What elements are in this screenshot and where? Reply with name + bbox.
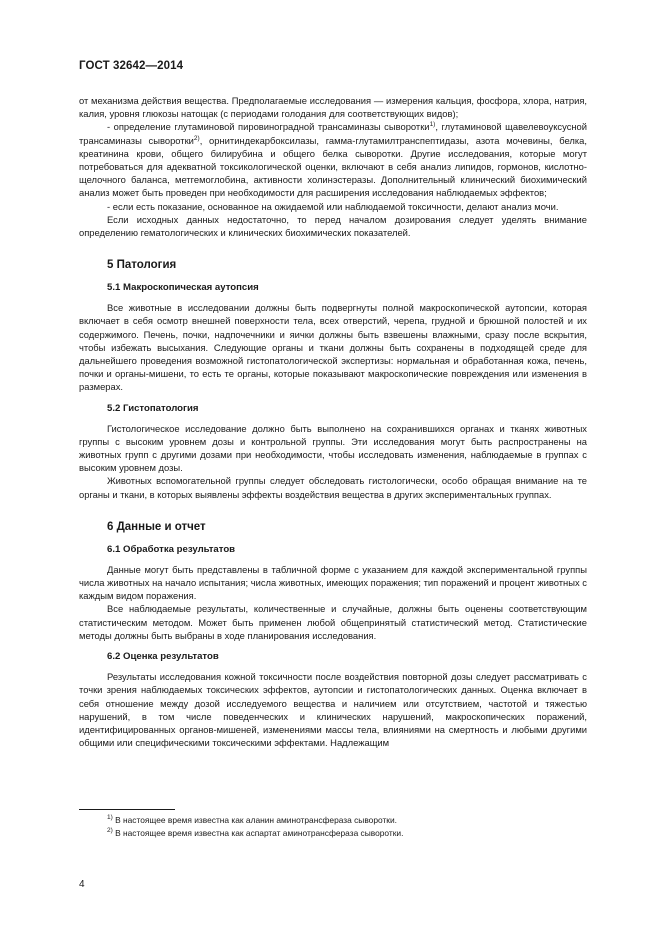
footnotes xyxy=(107,814,587,840)
section-5-heading: 5 Патология xyxy=(107,259,177,272)
paragraph-5-2-1: Гистологическое исследование должно быть выполнено на сохранившихся органах и тканях животных группы с высоким уровнем дозы и контрольной группы. Эти исследования могут быть распространены на животных групп с другими дозами при необходимости, чтобы исследовать изменения, наблюдаемые в группах с высоким уровнем дозы. xyxy=(79,422,587,474)
paragraph-6-2-1: Результаты исследования кожной токсичности после воздействия повторной дозы следует рассматривать с точки зрения наблюдаемых токсических эффектов, аутопсии и гистопатологических данных. Оценка включает в себя отношение между дозой исследуемого вещества и наличием или отсутствием, частотой и тяжестью нарушений, в том числе поведенческих и клинических нарушений, макроскопических поражений, идентифицированных органов-мишеней, изменениями массы тела, влияниями на смертность и любыми другими общими или специфическими токсическими эффектами. Надлежащим xyxy=(79,671,587,749)
intro-2-part-b: , глутаминовой щавелевоуксусной трансаминазы сыворотки xyxy=(79,121,588,146)
footnote-2 xyxy=(107,827,587,840)
paragraph-intro-2 xyxy=(79,120,587,199)
paragraph-intro-4: Если исходных данных недостаточно, то перед началом дозирования следует уделять внимание определению гематологических и клинических биохимических показателей. xyxy=(79,213,587,239)
intro-2-part-c: , орнитиндекарбоксилазы, гамма-глутамилтранспептидазы, азота мочевины, белка, креатинина крови, общего билирубина и общего белка сыворотки. Другие исследования, которые могут потребоваться для адекватной токсикологической оценки, включают в себя анализ липидов, гормонов, кислотно-щелочного баланса, метгемоглобина, активности холинэстеразы. Дополнительный клинический биохимический анализ может быть проведен при необходимости для расширения исследования наблюдаемых эффектов; xyxy=(79,134,587,199)
footnote-1 xyxy=(107,814,587,827)
footnote-1-mark: 1) xyxy=(107,814,113,822)
footnote-1-text: В настоящее время известна как аланин аминотрансфераза сыворотки. xyxy=(115,815,397,825)
page-number: 4 xyxy=(79,879,85,890)
section-5-2-heading: 5.2 Гистопатология xyxy=(107,402,199,414)
section-6-1-heading: 6.1 Обработка результатов xyxy=(107,543,236,555)
paragraph-6-1-1: Данные могут быть представлены в табличной форме с указанием для каждой экспериментальной группы числа животных на начало испытания; числа животных, имеющих поражения; тип поражений и процент животных с каждым видом поражения. xyxy=(79,563,587,602)
paragraph-5-2-2: Животных вспомогательной группы следует обследовать гистологически, особо обращая внимание на те органы и ткани, в которых выявлены эффекты воздействия вещества в других экспериментальных группах. xyxy=(79,475,587,500)
paragraph-5-1: Все животные в исследовании должны быть подвергнуты полной макроскопической аутопсии, которая включает в себя осмотр внешней поверхности тела, всех отверстий, черепа, грудной и брюшной полостей и их содержимого. Печень, почки, надпочечники и яички должны быть взвешены влажными, сразу после вскрытия, чтобы избежать высыхания. Следующие органы и ткани должны быть сохранены в подходящей среде для дальнейшего проведения возможной гистопатологической экспертизы: нормальная и обработанная кожа, печень, почки и органы-мишени, то есть те органы, которые показывают макроскопические повреждения или изменения в размерах. xyxy=(79,302,587,393)
paragraph-intro-1: от механизма действия вещества. Предполагаемые исследования — измерения кальция, фосфора, хлора, натрия, калия, уровня глюкозы натощак (с периодами голодания для соответствующих видов); xyxy=(79,95,587,120)
paragraph-intro-3: - если есть показание, основанное на ожидаемой или наблюдаемой токсичности, делают анализ мочи. xyxy=(107,200,559,212)
paragraph-6-1-2: Все наблюдаемые результаты, количественные и случайные, должны быть оценены соответствующим статистическим методом. Может быть применен любой общепринятый статистический метод. Статистические методы должны быть выбраны в ходе планирования исследования. xyxy=(79,603,587,641)
footnote-ref-1: 1) xyxy=(429,121,436,129)
section-5-1-heading: 5.1 Макроскопическая аутопсия xyxy=(107,282,259,294)
section-6-heading: 6 Данные и отчет xyxy=(107,520,206,533)
footnote-2-text: В настоящее время известна как аспартат аминотрансфераза сыворотки. xyxy=(115,828,404,838)
footnote-ref-2: 2) xyxy=(193,134,200,142)
intro-2-part-a: - определение глутаминовой пировиноградной трансаминазы сыворотки xyxy=(107,121,430,133)
footnote-divider xyxy=(79,809,175,810)
section-6-2-heading: 6.2 Оценка результатов xyxy=(107,651,219,663)
page-body xyxy=(79,94,587,749)
footnote-2-mark: 2) xyxy=(107,827,113,835)
document-header: ГОСТ 32642—2014 xyxy=(79,60,184,72)
